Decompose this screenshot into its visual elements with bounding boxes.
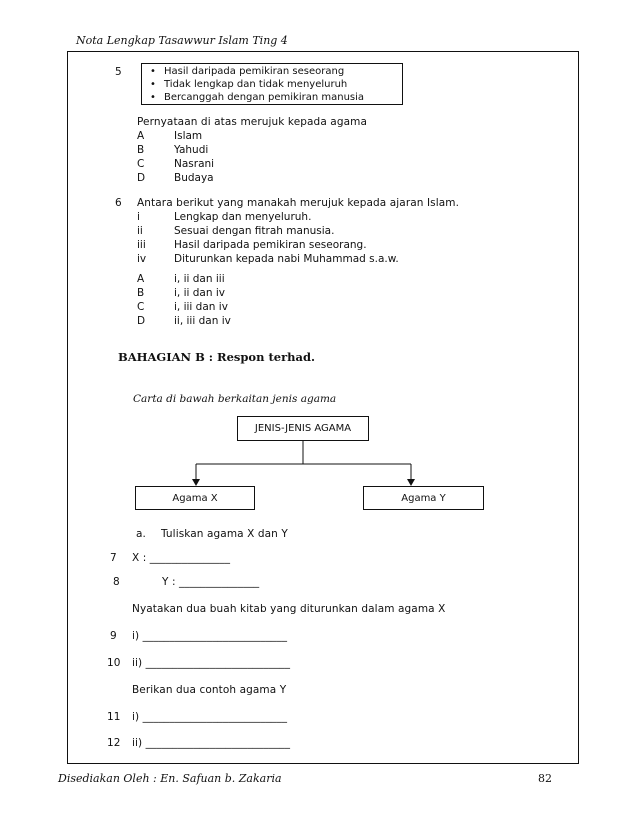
q5-bullet-2: • Tidak lengkap dan tidak menyeluruh (150, 79, 348, 90)
q6-option-a: A i, ii dan iii (137, 273, 225, 285)
part-a-text: Tuliskan agama X dan Y (161, 528, 288, 540)
q7-number: 7 (110, 552, 117, 564)
footer-page-number: 82 (538, 772, 552, 785)
q8-number: 8 (113, 576, 120, 588)
q9-number: 9 (110, 630, 117, 642)
q12-number: 12 (107, 737, 121, 749)
q6-stem: Antara berikut yang manakah merujuk kepada ajaran Islam. (137, 197, 460, 209)
q5-option-a: A Islam (137, 130, 203, 142)
q10-number: 10 (107, 657, 121, 669)
q11-answer-line: i) ___________________________ (132, 711, 288, 723)
q12-answer-line: ii) ___________________________ (132, 737, 291, 749)
q5-stem: Pernyataan di atas merujuk kepada agama (137, 116, 367, 128)
q11-number: 11 (107, 711, 121, 723)
q7-answer-line: X : _______________ (132, 552, 231, 564)
diagram-root-box: JENIS-JENIS AGAMA (237, 416, 369, 441)
footer-author: Disediakan Oleh : En. Safuan b. Zakaria (58, 772, 282, 785)
diagram-box-agama-x: Agama X (135, 486, 255, 510)
q9-answer-line: i) ___________________________ (132, 630, 288, 642)
q6-statement-iv: iv Diturunkan kepada nabi Muhammad s.a.w. (137, 253, 399, 265)
q6-statement-i: i Lengkap dan menyeluruh. (137, 211, 312, 223)
q5-bullet-2-text: Tidak lengkap dan tidak menyeluruh (164, 79, 348, 90)
section-b-title: BAHAGIAN B : Respon terhad. (118, 350, 316, 364)
page-header-title: Nota Lengkap Tasawwur Islam Ting 4 (76, 34, 288, 47)
q6-option-b: B i, ii dan iv (137, 287, 225, 299)
q6-statement-ii: ii Sesuai dengan fitrah manusia. (137, 225, 335, 237)
contoh-prompt: Berikan dua contoh agama Y (132, 684, 287, 696)
chart-caption: Carta di bawah berkaitan jenis agama (133, 393, 337, 405)
q6-option-c: C i, iii dan iv (137, 301, 228, 313)
kitab-prompt: Nyatakan dua buah kitab yang diturunkan dalam agama X (132, 603, 446, 615)
q5-bullet-1-text: Hasil daripada pemikiran seseorang (164, 66, 345, 77)
q5-number: 5 (115, 66, 122, 78)
q5-bullet-1: • Hasil daripada pemikiran seseorang (150, 66, 345, 77)
q5-bullet-3-text: Bercanggah dengan pemikiran manusia (164, 92, 365, 103)
q6-statement-iii: iii Hasil daripada pemikiran seseorang. (137, 239, 367, 251)
q5-option-c: C Nasrani (137, 158, 215, 170)
q6-option-d: D ii, iii dan iv (137, 315, 231, 327)
q10-answer-line: ii) ___________________________ (132, 657, 291, 669)
part-a-label: a. (136, 528, 146, 540)
q8-answer-line: Y : _______________ (162, 576, 260, 588)
q5-bullet-3: • Bercanggah dengan pemikiran manusia (150, 92, 365, 103)
q5-option-d: D Budaya (137, 172, 214, 184)
q6-number: 6 (115, 197, 122, 209)
q5-option-b: B Yahudi (137, 144, 209, 156)
diagram-box-agama-y: Agama Y (363, 486, 484, 510)
